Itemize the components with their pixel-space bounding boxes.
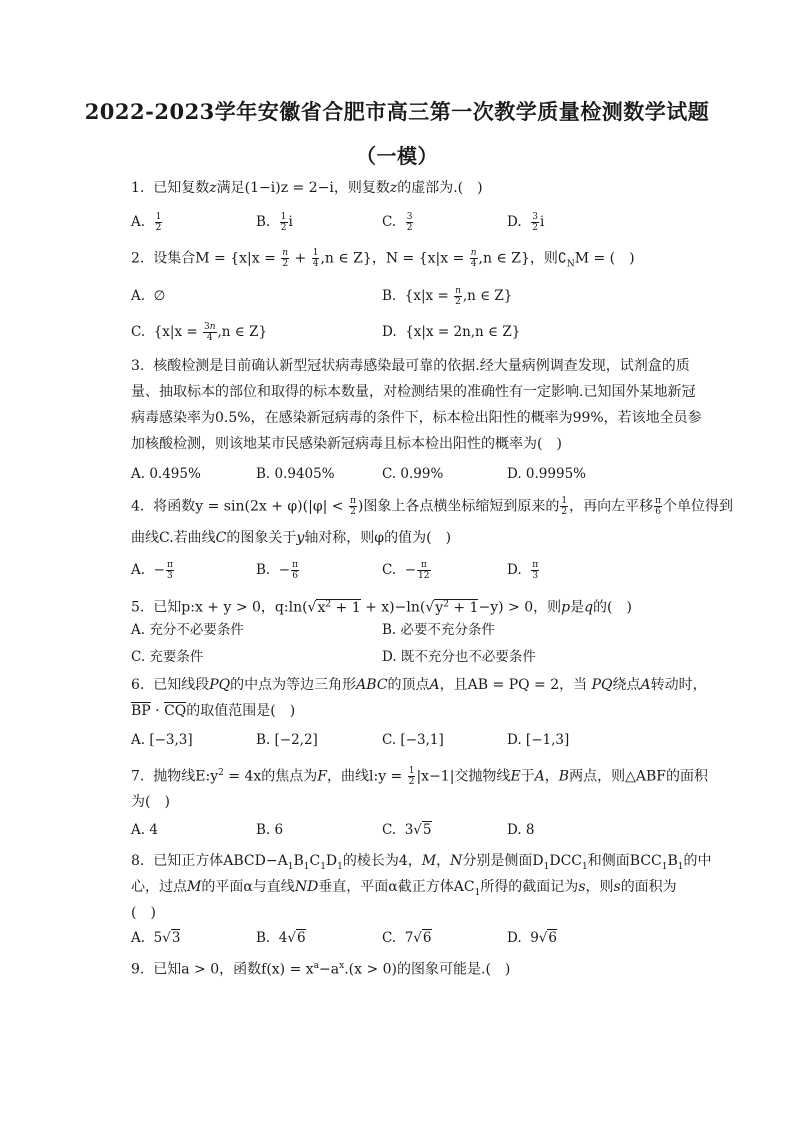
exam-title: 2022-2023学年安徽省合肥市高三第一次教学质量检测数学试题 — [84, 99, 710, 124]
question-5-option-a: A. 充分不必要条件 — [131, 622, 244, 638]
question-4-option-c: C. − $\frac{\pi}{12}$ — [382, 560, 430, 581]
question-6-line-2: BP · CQ的取值范围是( ) — [131, 703, 296, 719]
question-5-option-d: D. 既不充分也不必要条件 — [382, 649, 536, 665]
question-3-option-b: B. 0.9405% — [256, 466, 335, 482]
question-6-option-c: C. [−3,1] — [382, 732, 444, 748]
question-2-option-d: D. {x|x = 2n,n ∈ Z} — [382, 324, 521, 340]
question-8-line-2: 心，过点M的平面α与直线ND垂直，平面α截正方体$AC_1$所得的截面记为s，则s的面积为 — [131, 879, 677, 898]
question-8-option-a: A. 5√3 — [131, 930, 181, 946]
question-1-option-a: A. $\frac{1}{2}$ — [131, 212, 162, 233]
question-2-text: 2. 设集合M = {x|x = $\frac{n}{2}$ + $\frac{1}{4}$ ,n ∈ Z}，N = {x|x = $\frac{n}{4}$ ,n ∈ Z}，则$∁_NM$ = ( ) — [131, 248, 635, 270]
question-3-line-4: 加核酸检测，则该地某市民感染新冠病毒且标本检出阳性的概率为( ) — [131, 436, 562, 452]
question-7-option-c: C. 3√5 — [382, 822, 432, 838]
question-3-line-1: 3. 核酸检测是目前确认新型冠状病毒感染最可靠的依据.经大量病例调查发现，试剂盒的质 — [131, 358, 690, 374]
question-1-option-b: B. $\frac{1}{2}$ i — [256, 212, 293, 233]
question-1-option-c: C. $\frac{3}{2}$ — [382, 212, 413, 233]
question-4-option-b: B. − $\frac{\pi}{6}$ — [256, 560, 299, 581]
question-1-text: 1. 已知复数z满足(1−i)z = 2−i，则复数z的虚部为.( ) — [131, 180, 483, 196]
question-8-line-1: 8. 已知正方体$ABCD-A_1B_1C_1D_1$的棱长为4，M，N分别是侧面$D_1DCC_1$和侧面$BCC_1B_1$的中 — [131, 853, 712, 872]
question-9-text: 9. 已知a > 0，函数$f(x) = x^a-a^x.(x > 0)$的图象可能是.( ) — [131, 961, 511, 978]
question-6-option-b: B. [−2,2] — [256, 732, 318, 748]
question-7-option-a: A. 4 — [131, 822, 158, 838]
question-4-line-2: 曲线C.若曲线C的图象关于y轴对称，则φ的值为( ) — [131, 530, 452, 546]
question-7-option-b: B. 6 — [256, 822, 284, 838]
question-4-line-1: 4. 将函数y = sin(2x + φ)(|φ| < $\frac{\pi}{2}$ )图象上各点横坐标缩短到原来的 $\frac{1}{2}$ ，再向左平移 $\frac{\pi}{6}$ 个单位得到 — [131, 496, 734, 517]
question-3-line-2: 量、抽取标本的部位和取得的标本数量，对检测结果的准确性有一定影响.已知国外某地新冠 — [131, 384, 696, 400]
question-3-option-c: C. 0.99% — [382, 466, 444, 482]
question-4-option-d: D. $\frac{\pi}{3}$ — [507, 560, 539, 581]
question-3-line-3: 病毒感染率为0.5%，在感染新冠病毒的条件下，标本检出阳性的概率为99%，若该地全员参 — [131, 410, 702, 426]
question-7-line-2: 为( ) — [131, 794, 170, 810]
question-5-option-c: C. 充要条件 — [131, 649, 204, 665]
question-6-option-d: D. [−1,3] — [507, 732, 570, 748]
question-5-text: 5. 已知p:x + y > 0，$q:\ln(√x^2 + 1 + x)-\ln(√y^2 + 1-y) > 0$，则p是q的( ) — [131, 599, 632, 616]
question-5-option-b: B. 必要不充分条件 — [382, 622, 496, 638]
question-7-option-d: D. 8 — [507, 822, 535, 838]
exam-subtitle: （一模） — [356, 144, 438, 168]
question-8-option-c: C. 7√6 — [382, 930, 432, 946]
question-8-option-b: B. 4√6 — [256, 930, 306, 946]
question-3-option-a: A. 0.495% — [131, 466, 201, 482]
question-2-option-c: C. {x|x = $\frac{3n}{4}$ ,n ∈ Z} — [131, 322, 268, 343]
question-2-option-b: B. {x|x = $\frac{n}{2}$ ,n ∈ Z} — [382, 286, 513, 307]
question-8-option-d: D. 9√6 — [507, 930, 558, 946]
question-6-option-a: A. [−3,3] — [131, 732, 193, 748]
question-4-option-a: A. − $\frac{\pi}{3}$ — [131, 560, 173, 581]
question-2-option-a: A. ∅ — [131, 288, 166, 304]
question-7-line-1: 7. 抛物线$E:y^2 = 4x$的焦点为F，曲线l:y = $\frac{1}{2}$ |x−1|交抛物线E于A，B两点，则△ABF的面积 — [131, 766, 708, 788]
question-3-option-d: D. 0.9995% — [507, 466, 586, 482]
question-6-line-1: 6. 已知线段PQ的中点为等边三角形ABC的顶点A，且AB = PQ = 2，当 PQ绕点A转动时， — [131, 677, 707, 693]
question-8-line-3: ( ) — [131, 905, 156, 921]
question-1-option-d: D. $\frac{3}{2}$ i — [507, 212, 545, 233]
